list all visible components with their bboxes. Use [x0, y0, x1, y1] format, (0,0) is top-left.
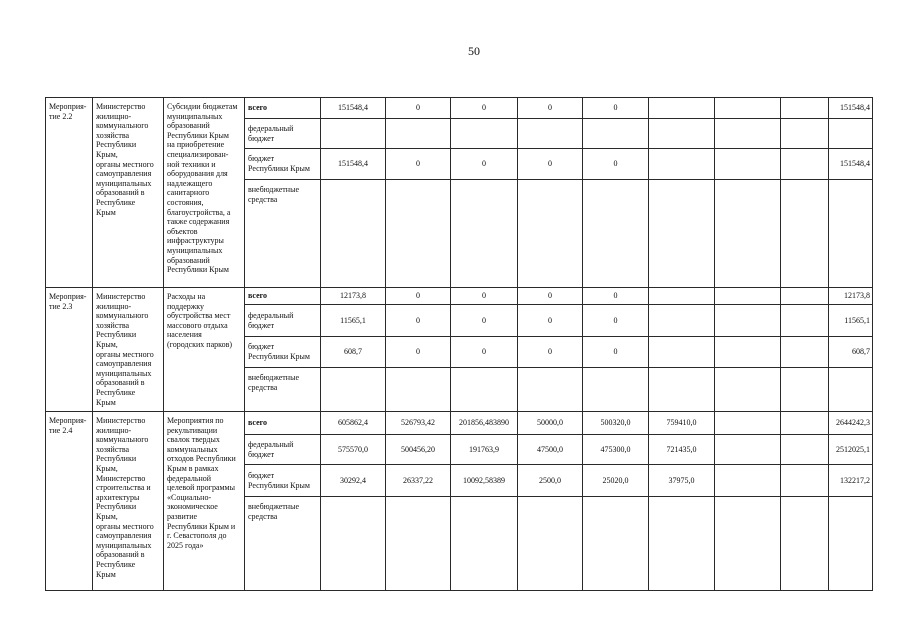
total-amount-cell: 2644242,3 — [829, 412, 873, 435]
amount-cell — [649, 288, 715, 305]
amount-cell — [781, 412, 829, 435]
amount-cell — [715, 412, 781, 435]
measure-id: Мероприя- тие 2.3 — [46, 288, 93, 412]
table-row — [46, 412, 873, 435]
amount-cell: 500320,0 — [583, 412, 649, 435]
total-amount-cell: 12173,8 — [829, 288, 873, 305]
amount-cell — [649, 180, 715, 288]
amount-cell — [781, 180, 829, 288]
amount-cell: 0 — [451, 98, 518, 119]
amount-cell: 37975,0 — [649, 465, 715, 497]
amount-cell — [321, 119, 386, 149]
amount-cell — [451, 119, 518, 149]
measure-description: Субсидии бюджетам муниципальных образований Республики Крым на приобретение специализирован- ной техники и оборудования для надлежащего санитарного состояния, благоустройства, а также содержания объектов инфраструктуры муниципальных образований Республики Крым — [164, 98, 245, 288]
amount-cell: 0 — [518, 288, 583, 305]
amount-cell: 0 — [451, 149, 518, 180]
amount-cell — [583, 497, 649, 591]
amount-cell: 2500,0 — [518, 465, 583, 497]
amount-cell: 500456,20 — [386, 435, 451, 465]
amount-cell — [715, 180, 781, 288]
total-amount-cell — [829, 368, 873, 412]
total-amount-cell — [829, 497, 873, 591]
amount-cell: 526793,42 — [386, 412, 451, 435]
amount-cell — [451, 497, 518, 591]
amount-cell: 25020,0 — [583, 465, 649, 497]
amount-cell — [649, 497, 715, 591]
amount-cell: 50000,0 — [518, 412, 583, 435]
measure-responsible: Министерство жилищно- коммунального хозяйства Республики Крым, органы местного самоуправления муниципальных образований в Республике Крым — [93, 98, 164, 288]
amount-cell — [715, 119, 781, 149]
amount-cell — [518, 180, 583, 288]
amount-cell: 0 — [451, 337, 518, 368]
amount-cell — [781, 149, 829, 180]
amount-cell: 151548,4 — [321, 98, 386, 119]
amount-cell: 151548,4 — [321, 149, 386, 180]
measure-id: Мероприя- тие 2.4 — [46, 412, 93, 591]
funding-source-label: федеральный бюджет — [245, 305, 321, 337]
amount-cell — [649, 119, 715, 149]
amount-cell: 0 — [451, 288, 518, 305]
amount-cell: 608,7 — [321, 337, 386, 368]
amount-cell — [781, 98, 829, 119]
amount-cell — [583, 368, 649, 412]
total-amount-cell — [829, 180, 873, 288]
amount-cell: 0 — [583, 305, 649, 337]
amount-cell — [386, 180, 451, 288]
amount-cell: 0 — [583, 288, 649, 305]
amount-cell — [649, 305, 715, 337]
amount-cell: 11565,1 — [321, 305, 386, 337]
amount-cell — [715, 149, 781, 180]
funding-source-label: внебюджетные средства — [245, 368, 321, 412]
amount-cell: 30292,4 — [321, 465, 386, 497]
amount-cell: 0 — [518, 149, 583, 180]
amount-cell — [715, 497, 781, 591]
amount-cell — [781, 305, 829, 337]
amount-cell — [386, 119, 451, 149]
amount-cell — [518, 497, 583, 591]
table-row — [46, 288, 873, 305]
amount-cell — [321, 497, 386, 591]
amount-cell — [321, 368, 386, 412]
funding-source-label: всего — [245, 98, 321, 119]
funding-source-label: бюджет Республики Крым — [245, 149, 321, 180]
amount-cell — [715, 465, 781, 497]
page-number: 50 — [468, 44, 480, 58]
measure-description: Мероприятия по рекультивации свалок твердых коммунальных отходов Республики Крым в рамках федеральной целевой программы «Социально- экономическое развитие Республики Крым и г. Севастополя до 2025 года» — [164, 412, 245, 591]
amount-cell — [386, 368, 451, 412]
funding-source-label: бюджет Республики Крым — [245, 465, 321, 497]
amount-cell: 759410,0 — [649, 412, 715, 435]
total-amount-cell: 608,7 — [829, 337, 873, 368]
amount-cell — [715, 288, 781, 305]
funding-source-label: внебюджетные средства — [245, 180, 321, 288]
measure-description: Расходы на поддержку обустройства мест массового отдыха населения (городских парков) — [164, 288, 245, 412]
amount-cell — [781, 435, 829, 465]
amount-cell — [451, 180, 518, 288]
amount-cell: 0 — [451, 305, 518, 337]
total-amount-cell: 151548,4 — [829, 149, 873, 180]
amount-cell — [649, 98, 715, 119]
amount-cell — [715, 368, 781, 412]
amount-cell: 47500,0 — [518, 435, 583, 465]
amount-cell: 0 — [386, 305, 451, 337]
total-amount-cell — [829, 119, 873, 149]
amount-cell — [715, 98, 781, 119]
amount-cell: 605862,4 — [321, 412, 386, 435]
amount-cell: 0 — [386, 337, 451, 368]
amount-cell — [781, 119, 829, 149]
amount-cell: 191763,9 — [451, 435, 518, 465]
amount-cell: 0 — [518, 305, 583, 337]
amount-cell: 0 — [518, 337, 583, 368]
amount-cell: 201856,483890 — [451, 412, 518, 435]
amount-cell — [451, 368, 518, 412]
measure-id: Мероприя- тие 2.2 — [46, 98, 93, 288]
amount-cell — [649, 149, 715, 180]
amount-cell: 0 — [386, 149, 451, 180]
amount-cell — [386, 497, 451, 591]
amount-cell — [321, 180, 386, 288]
amount-cell: 0 — [386, 288, 451, 305]
amount-cell — [781, 368, 829, 412]
amount-cell — [649, 337, 715, 368]
measure-responsible: Министерство жилищно- коммунального хозяйства Республики Крым, Министерство строительства и архитектуры Республики Крым, органы местного самоуправления муниципальных образований в Республике Крым — [93, 412, 164, 591]
amount-cell: 0 — [583, 337, 649, 368]
amount-cell — [781, 465, 829, 497]
amount-cell — [518, 119, 583, 149]
total-amount-cell: 11565,1 — [829, 305, 873, 337]
amount-cell — [715, 435, 781, 465]
amount-cell — [781, 288, 829, 305]
amount-cell: 12173,8 — [321, 288, 386, 305]
amount-cell — [583, 180, 649, 288]
funding-source-label: всего — [245, 288, 321, 305]
total-amount-cell: 132217,2 — [829, 465, 873, 497]
total-amount-cell: 151548,4 — [829, 98, 873, 119]
amount-cell — [781, 337, 829, 368]
amount-cell — [715, 305, 781, 337]
budget-table — [45, 97, 873, 591]
amount-cell: 0 — [583, 98, 649, 119]
amount-cell: 0 — [518, 98, 583, 119]
funding-source-label: внебюджетные средства — [245, 497, 321, 591]
amount-cell: 475300,0 — [583, 435, 649, 465]
funding-source-label: всего — [245, 412, 321, 435]
funding-source-label: бюджет Республики Крым — [245, 337, 321, 368]
amount-cell: 0 — [583, 149, 649, 180]
amount-cell — [583, 119, 649, 149]
amount-cell: 0 — [386, 98, 451, 119]
measure-responsible: Министерство жилищно- коммунального хозяйства Республики Крым, органы местного самоуправления муниципальных образований в Республике Крым — [93, 288, 164, 412]
amount-cell: 10092,58389 — [451, 465, 518, 497]
amount-cell: 721435,0 — [649, 435, 715, 465]
total-amount-cell: 2512025,1 — [829, 435, 873, 465]
amount-cell: 575570,0 — [321, 435, 386, 465]
amount-cell — [518, 368, 583, 412]
amount-cell — [649, 368, 715, 412]
amount-cell: 26337,22 — [386, 465, 451, 497]
funding-source-label: федеральный бюджет — [245, 435, 321, 465]
table-row — [46, 98, 873, 119]
amount-cell — [781, 497, 829, 591]
amount-cell — [715, 337, 781, 368]
funding-source-label: федеральный бюджет — [245, 119, 321, 149]
